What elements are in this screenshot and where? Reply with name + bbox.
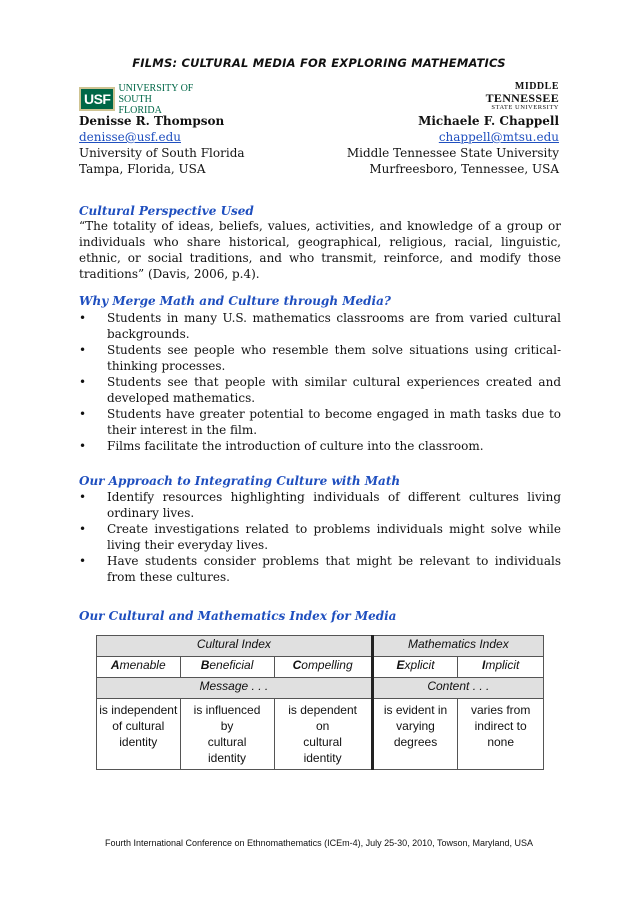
approach-list	[79, 489, 561, 585]
author-institution: Middle Tennessee State University	[346, 146, 559, 160]
list-item: • Students see people who resemble them solve situations using critical-thinking processes.	[79, 343, 561, 373]
column-beneficial: Beneficial	[180, 657, 274, 678]
table-cell: varies from indirect to none	[458, 699, 544, 770]
column-explicit: Explicit	[372, 657, 458, 678]
table-row	[97, 657, 544, 678]
why-heading: Why Merge Math and Culture through Media?	[79, 294, 391, 308]
table-cell: is dependent on cultural identity	[274, 699, 372, 770]
table-cell: is influenced by cultural identity	[180, 699, 274, 770]
author-email-link[interactable]: denisse@usf.edu	[79, 130, 181, 144]
author-institution: University of South Florida	[79, 146, 245, 160]
perspective-heading: Cultural Perspective Used	[79, 204, 254, 218]
list-item: • Films facilitate the introduction of culture into the classroom.	[79, 439, 484, 453]
column-implicit: Implicit	[458, 657, 544, 678]
list-item: • Create investigations related to problems individuals might solve while living their everyday lives.	[79, 522, 561, 552]
table-row	[97, 678, 544, 699]
column-compelling: Compelling	[274, 657, 372, 678]
author-name: Michaele F. Chappell	[418, 114, 559, 128]
table-row	[97, 699, 544, 770]
cultural-index-header: Cultural Index	[97, 636, 373, 657]
why-list	[79, 310, 561, 454]
list-item: • Students have greater potential to become engaged in math tasks due to their interest in the film.	[79, 407, 561, 437]
table-row	[97, 636, 544, 657]
perspective-text: “The totality of ideas, beliefs, values, activities, and knowledge of a group or individuals who share historical, geographical, religious, racial, linguistic, ethnic, or social traditions, and who transmit, reinforce, and modify those traditions” (Davis, 2006, p.4).	[79, 219, 561, 281]
list-item: • Identify resources highlighting individuals of different cultures living ordinary lives.	[79, 490, 561, 520]
message-label: Message . . .	[97, 678, 373, 699]
list-item: • Students in many U.S. mathematics classrooms are from varied cultural backgrounds.	[79, 311, 561, 341]
author-location: Tampa, Florida, USA	[79, 162, 206, 176]
page-footer: Fourth International Conference on Ethnomathematics (ICEm-4), July 25-30, 2010, Towson, Maryland, USA	[104, 838, 534, 848]
table-cell: is evident in varying degrees	[372, 699, 458, 770]
content-label: Content . . .	[372, 678, 543, 699]
document-title: FILMS: CULTURAL MEDIA FOR EXPLORING MATHEMATICS	[132, 56, 506, 70]
usf-logo-text: UNIVERSITY OF SOUTH FLORIDA	[118, 82, 194, 116]
author-location: Murfreesboro, Tennessee, USA	[369, 162, 559, 176]
list-item: • Have students consider problems that might be relevant to individuals from these cultures.	[79, 554, 561, 584]
mtsu-logo: MIDDLE TENNESSEE STATE UNIVERSITY	[485, 81, 559, 111]
usf-logo	[79, 82, 194, 116]
table-cell: is independent of cultural identity	[97, 699, 181, 770]
list-item: • Students see that people with similar cultural experiences created and developed mathematics.	[79, 375, 561, 405]
index-heading: Our Cultural and Mathematics Index for Media	[79, 609, 397, 623]
author-name: Denisse R. Thompson	[79, 114, 225, 128]
author-thompson	[79, 113, 245, 177]
math-index-header: Mathematics Index	[372, 636, 543, 657]
author-chappell	[347, 113, 559, 177]
column-amenable: Amenable	[97, 657, 181, 678]
approach-heading: Our Approach to Integrating Culture with Math	[79, 474, 401, 488]
cultural-math-index-table	[96, 635, 544, 770]
author-email-link[interactable]: chappell@mtsu.edu	[438, 130, 559, 144]
usf-logo-mark: USF	[79, 87, 115, 111]
